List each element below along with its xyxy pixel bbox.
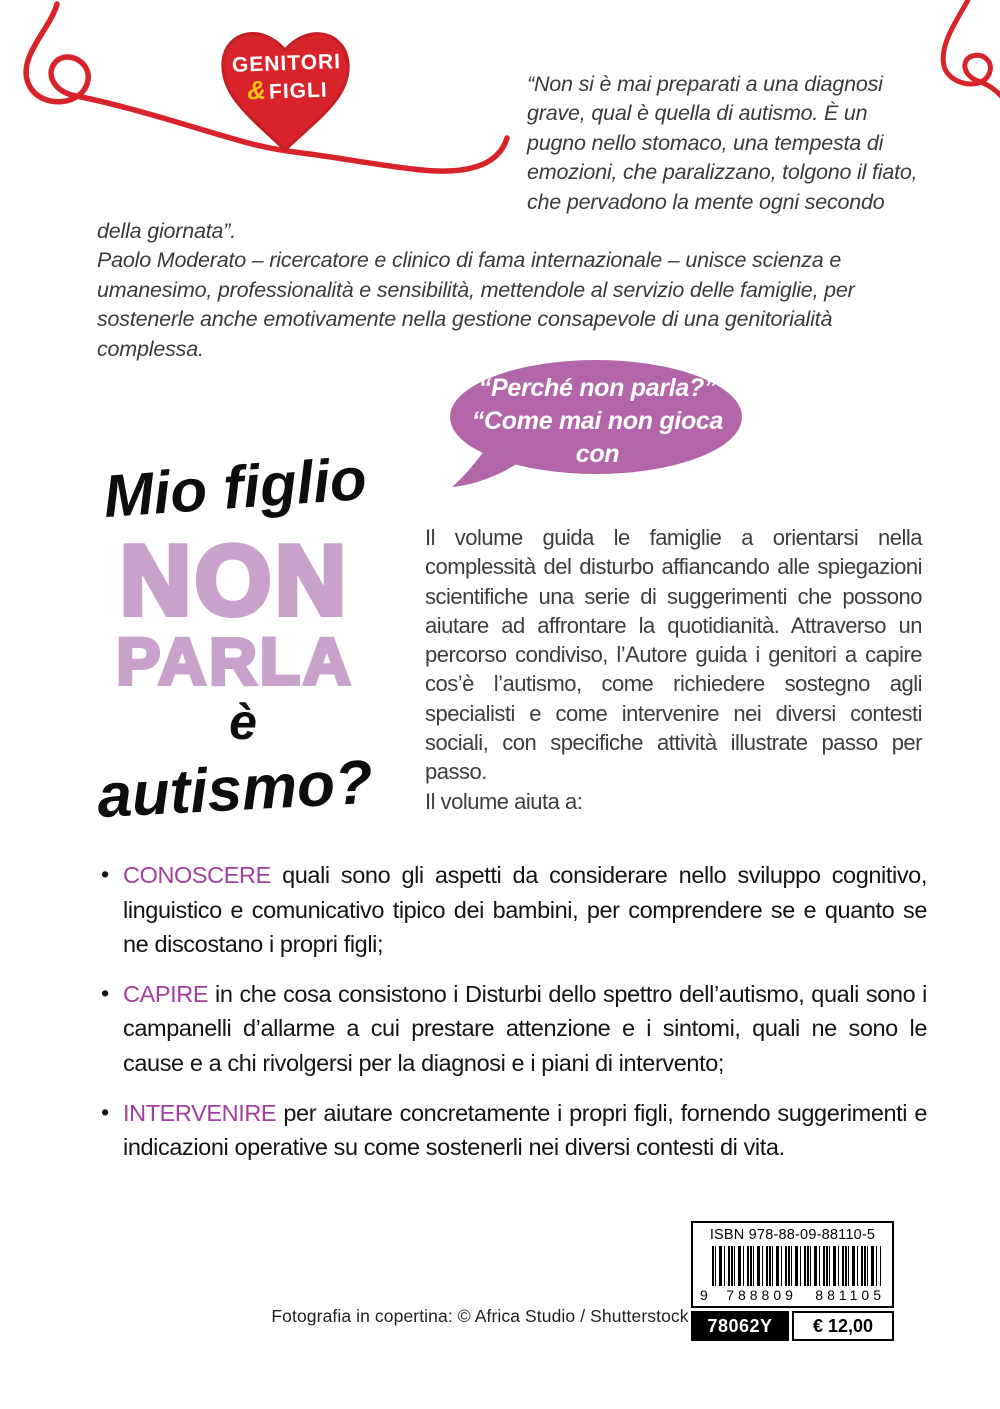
digit-group-1: 788809 <box>726 1287 797 1303</box>
bullet-dot: • <box>101 1098 109 1125</box>
title-autismo: autismo? <box>95 747 375 832</box>
isbn-block <box>691 1221 894 1341</box>
series-logo-top: GENITORI <box>231 50 342 77</box>
title-mio-figlio: Mio figlio <box>101 444 369 531</box>
barcode-digits <box>698 1286 887 1303</box>
publisher-code-badge: 78062Y <box>691 1311 789 1341</box>
ampersand: & <box>246 74 268 106</box>
barcode <box>712 1246 881 1286</box>
isbn-label: ISBN 978-88-09-88110-5 <box>709 1227 876 1243</box>
bullet-dot: • <box>101 861 109 887</box>
list-item-intervenire <box>99 1096 927 1165</box>
digit-lead: 9 <box>700 1287 708 1303</box>
keyword-capire: CAPIRE <box>123 980 209 1007</box>
photo-credit: Fotografia in copertina: © Africa Studio / Shutterstock <box>271 1306 689 1326</box>
ribbon-right-path <box>943 0 1000 97</box>
bullet-dot: • <box>101 979 109 1006</box>
list-item-conoscere <box>99 858 927 962</box>
bullet-text: per aiutare concretamente i propri figli, fornendo suggerimenti e indicazioni operative su come sostenerli nei diversi contesti di vita. <box>123 1099 927 1161</box>
quote-text: “Non si è mai preparati a una diagnosi grave, qual è quella di autismo. È un pugno nello stomaco, una tempesta di emozioni, che paralizzano, tolgono il fiato, che pervadono la mente ogni secondo della giornata”. <box>97 72 918 244</box>
title-parla: PARLA <box>116 624 354 698</box>
bubble-line-3: i coetanei?” <box>527 473 668 501</box>
intro-paragraph <box>425 523 922 816</box>
book-title <box>55 442 415 832</box>
lead-in-text: Il volume aiuta a: <box>425 788 583 814</box>
bullet-text: in che cosa consistono i Disturbi dello spettro dell’autismo, quali sono i campanelli d’allarme a cui prestare attenzione e i sintomi, quali ne sono le cause e a chi rivolgersi per la diagnosi e i piani di intervento; <box>123 980 927 1076</box>
series-logo-bottom: &FIGLI <box>246 74 329 106</box>
title-e: è <box>229 694 257 750</box>
bubble-line-2: “Come mai non gioca con <box>471 407 724 468</box>
benefits-list <box>99 858 927 1180</box>
opening-quote-block <box>97 70 927 364</box>
heart-spacer <box>97 70 527 188</box>
code-price-row <box>691 1311 894 1341</box>
intro-text: Il volume guida le famiglie a orientarsi nella complessità del disturbo affiancando alle spiegazioni scientifiche una serie di suggerimenti che possono aiutare ad affrontare la quotidianità. Attraverso un percorso condiviso, l’Autore guida i genitori a capire cos’è l’autismo, come richiedere sostegno agli specialisti e come intervenire nei diversi contesti sociali, con specifiche attività illustrate passo per passo. <box>425 525 922 785</box>
bullet-text: quali sono gli aspetti da considerare nello sviluppo cognitivo, linguistico e comunicativo tipico dei bambini, per comprendere se e quanto se ne discostano i propri figli; <box>123 862 927 958</box>
barcode-box <box>691 1221 894 1308</box>
digit-group-2: 881105 <box>815 1287 885 1303</box>
keyword-intervenire: INTERVENIRE <box>123 1099 277 1126</box>
bubble-line-1: “Perché non parla?” <box>478 374 717 402</box>
speech-bubble-text <box>455 372 740 504</box>
list-item-capire <box>99 977 927 1081</box>
price-badge: € 12,00 <box>792 1311 894 1341</box>
keyword-conoscere: CONOSCERE <box>123 862 271 888</box>
title-non: NON <box>120 525 350 635</box>
author-bio: Paolo Moderato – ricercatore e clinico di fama internazionale – unisce scienza e umanesimo, professionalità e sensibilità, mettendole al servizio delle famiglie, per sostenerle anche emotivamente nella gestione consapevole di una genitorialità complessa. <box>97 248 855 361</box>
